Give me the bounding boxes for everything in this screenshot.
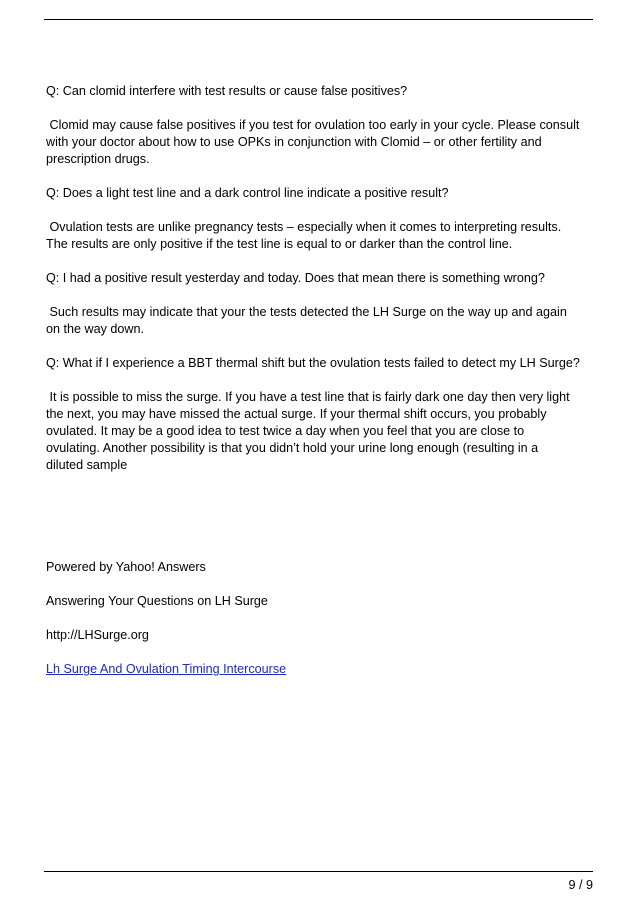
question-light-test-line: Q: Does a light test line and a dark control line indicate a positive result? [46,186,449,200]
question-bbt-shift: Q: What if I experience a BBT thermal shift but the ovulation tests failed to detect my LH Surge? [46,356,580,370]
blank-space [46,491,598,559]
tagline-text: Answering Your Questions on LH Surge [46,594,268,608]
question-clomid: Q: Can clomid interfere with test results or cause false positives? [46,84,408,98]
article-link[interactable]: Lh Surge And Ovulation Timing Intercourse [46,662,287,676]
powered-by-text: Powered by Yahoo! Answers [46,560,206,574]
answer-bbt-shift: It is possible to miss the surge. If you have a test line that is fairly dark one day then very light the next, you may have missed the actual surge. If your thermal shift occurs, you probably ovulated. It may be a good idea to test twice a day when you feel that you are close to ovulating. Another possibility is that you didn’t hold your urine long enough (resulting in a diluted sample [46,390,570,472]
site-url-text: http://LHSurge.org [46,628,149,642]
answer-light-test-line: Ovulation tests are unlike pregnancy tests – especially when it comes to interpreting results. The results are only positive if the test line is equal to or darker than the control line. [46,220,562,251]
document-body [46,83,598,695]
answer-positive-result: Such results may indicate that your the tests detected the LH Surge on the way up and again on the way down. [46,305,567,336]
footer-rule [44,871,593,872]
question-positive-result: Q: I had a positive result yesterday and today. Does that mean there is something wrong? [46,271,545,285]
header-rule [44,19,593,20]
answer-clomid: Clomid may cause false positives if you test for ovulation too early in your cycle. Please consult with your doctor about how to use OPKs in conjunction with Clomid – or other fertility and prescription drugs. [46,118,580,166]
page-number: 9 / 9 [568,878,593,892]
